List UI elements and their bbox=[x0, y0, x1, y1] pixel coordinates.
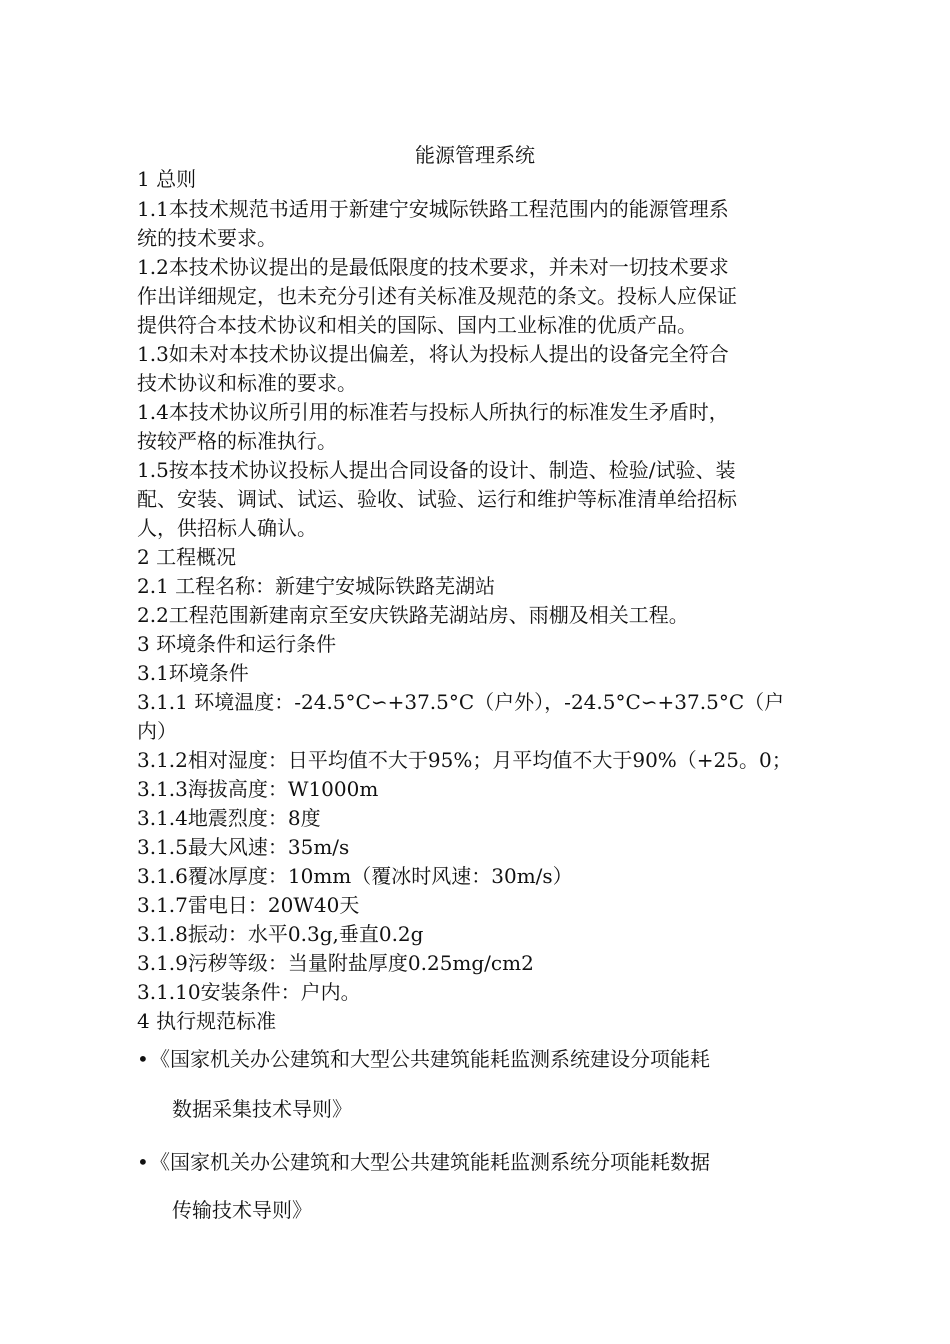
paragraph-line: 1.5按本技术协议投标人提出合同设备的设计、制造、检验/试验、装 bbox=[137, 458, 736, 482]
paragraph-line: 技术协议和标准的要求。 bbox=[137, 371, 357, 395]
paragraph-line: 1.1本技术规范书适用于新建宁安城际铁路工程范围内的能源管理系 bbox=[137, 197, 729, 221]
paragraph-line: 配、安装、调试、试运、验收、试验、运行和维护等标准清单给招标 bbox=[137, 487, 737, 511]
document-title: 能源管理系统 bbox=[415, 143, 535, 167]
section-heading-general: 1 总则 bbox=[137, 167, 197, 191]
paragraph-line: 1.2本技术协议提出的是最低限度的技术要求，并未对一切技术要求 bbox=[137, 255, 729, 279]
paragraph-line: 3.1.1 环境温度：-24.5°C∽+37.5°C（户外），-24.5°C∽+37.5°C（户 bbox=[137, 690, 785, 714]
paragraph-line: 2.2工程范围新建南京至安庆铁路芜湖站房、雨棚及相关工程。 bbox=[137, 603, 689, 627]
paragraph-line: 统的技术要求。 bbox=[137, 226, 277, 250]
paragraph-line: 3.1.10安装条件：户内。 bbox=[137, 980, 361, 1004]
paragraph-line: 3.1.3海拔高度：W1000m bbox=[137, 777, 379, 801]
paragraph-line: 3.1.2相对湿度：日平均值不大于95%；月平均值不大于90%（+25。0； bbox=[137, 748, 792, 772]
paragraph-line: 按较严格的标准执行。 bbox=[137, 429, 337, 453]
paragraph-line: 人，供招标人确认。 bbox=[137, 516, 317, 540]
paragraph-line: 作出详细规定，也未充分引述有关标准及规范的条文。投标人应保证 bbox=[137, 284, 737, 308]
paragraph-line: 3.1.9污秽等级：当量附盐厚度0.25mg/cm2 bbox=[137, 951, 534, 975]
paragraph-line: 2.1 工程名称：新建宁安城际铁路芜湖站 bbox=[137, 574, 496, 598]
paragraph-line: 1.4本技术协议所引用的标准若与投标人所执行的标准发生矛盾时， bbox=[137, 400, 729, 424]
paragraph-line: 3.1.6覆冰厚度：10mm（覆冰时风速：30m/s） bbox=[137, 864, 573, 888]
paragraph-line: 1.3如未对本技术协议提出偏差，将认为投标人提出的设备完全符合 bbox=[137, 342, 729, 366]
paragraph-line: 提供符合本技术协议和相关的国际、国内工业标准的优质产品。 bbox=[137, 313, 697, 337]
bullet-item-line: 传输技术导则》 bbox=[172, 1198, 312, 1222]
paragraph-line: 3.1.5最大风速：35m/s bbox=[137, 835, 350, 859]
section-heading-overview: 2 工程概况 bbox=[137, 545, 237, 569]
paragraph-line: 3.1.4地震烈度：8度 bbox=[137, 806, 321, 830]
paragraph-line: 3.1.7雷电日：20W40天 bbox=[137, 893, 360, 917]
subsection-heading: 3.1环境条件 bbox=[137, 661, 249, 685]
bullet-marker: • bbox=[137, 1150, 149, 1174]
section-heading-environment: 3 环境条件和运行条件 bbox=[137, 632, 337, 656]
bullet-item-line: 数据采集技术导则》 bbox=[172, 1097, 352, 1121]
paragraph-line: 内） bbox=[137, 719, 177, 743]
bullet-item-line: 《国家机关办公建筑和大型公共建筑能耗监测系统建设分项能耗 bbox=[150, 1047, 710, 1071]
bullet-marker: • bbox=[137, 1047, 149, 1071]
section-heading-standards: 4 执行规范标准 bbox=[137, 1009, 277, 1033]
paragraph-line: 3.1.8振动：水平0.3g,垂直0.2g bbox=[137, 922, 424, 946]
bullet-item-line: 《国家机关办公建筑和大型公共建筑能耗监测系统分项能耗数据 bbox=[150, 1150, 710, 1174]
